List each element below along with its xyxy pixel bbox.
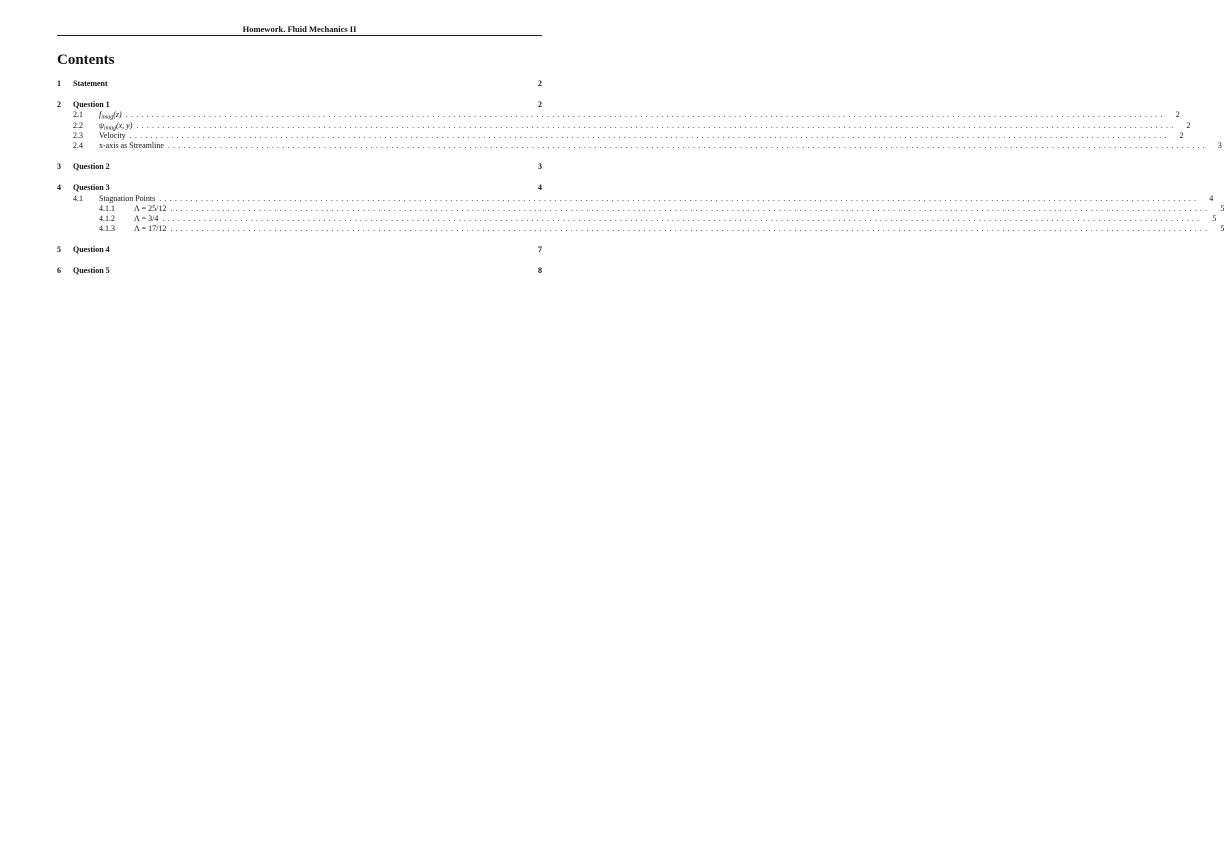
toc-subsection-f-imag[interactable] xyxy=(57,110,1180,121)
toc-number: 6 xyxy=(57,266,61,276)
toc-page-number: 7 xyxy=(538,245,542,255)
toc-dot-leader: ........................................................................................................................................................................................................ xyxy=(170,203,1211,213)
toc-title: Question 4 xyxy=(73,245,110,255)
toc-page-number: 4 xyxy=(538,183,542,193)
toc-dot-leader: ........................................................................................................................................................................................................ xyxy=(159,193,1200,203)
toc-section-question-4[interactable] xyxy=(57,245,542,255)
math-symbol: f xyxy=(99,110,102,120)
toc-dot-leader: ........................................................................................................................................................................................................ xyxy=(167,140,1208,150)
toc-page-number: 3 xyxy=(1217,140,1222,150)
toc-page-number: 2 xyxy=(1179,130,1184,140)
toc-subsubsection-lambda-3-4[interactable] xyxy=(57,213,1217,224)
toc-title: Question 1 xyxy=(73,100,110,110)
toc-dot-leader: ........................................................................................................................................................................................................ xyxy=(129,130,1170,140)
toc-number: 2.1 xyxy=(73,110,83,120)
table-of-contents xyxy=(57,79,1224,277)
toc-page-number: 3 xyxy=(538,162,542,172)
toc-title: Velocity xyxy=(99,130,126,140)
toc-subsection-stagnation-points[interactable] xyxy=(57,193,1214,204)
toc-page-number: 5 xyxy=(1220,224,1224,234)
toc-subsection-x-axis-streamline[interactable] xyxy=(57,140,1222,151)
toc-section-question-2[interactable] xyxy=(57,162,542,172)
toc-page-number: 2 xyxy=(538,100,542,110)
toc-number: 5 xyxy=(57,245,61,255)
toc-subsection-psi-imag[interactable] xyxy=(57,120,1191,132)
toc-title: Λ = 3/4 xyxy=(134,213,159,223)
toc-title: Statement xyxy=(73,79,108,88)
header-rule xyxy=(57,35,542,36)
toc-page-number: 2 xyxy=(538,79,542,88)
toc-subsubsection-lambda-25-12[interactable] xyxy=(57,203,1224,214)
toc-page-number: 5 xyxy=(1212,213,1217,223)
contents-heading: Contents xyxy=(57,52,115,68)
toc-dot-leader: ........................................................................................................................................................................................................ xyxy=(170,224,1211,234)
toc-section-question-3[interactable] xyxy=(57,183,542,193)
toc-subsection-velocity[interactable] xyxy=(57,130,1184,141)
toc-page-number: 5 xyxy=(1220,203,1224,213)
toc-number: 2.2 xyxy=(73,120,83,130)
toc-page-number: 2 xyxy=(1186,120,1191,130)
toc-number: 3 xyxy=(57,162,61,172)
toc-number: 4.1.1 xyxy=(99,203,115,213)
math-argument: (x, y) xyxy=(115,120,133,130)
toc-subsubsection-lambda-17-12[interactable] xyxy=(57,224,1224,234)
toc-number: 4.1.3 xyxy=(99,224,115,234)
toc-dot-leader: ........................................................................................................................................................................................................ xyxy=(162,213,1203,223)
toc-number: 4.1 xyxy=(73,193,83,203)
toc-dot-leader: ........................................................................................................................................................................................................ xyxy=(136,120,1177,130)
toc-number: 2 xyxy=(57,100,61,110)
running-header: Homework. Fluid Mechanics II xyxy=(242,24,357,34)
toc-page-number: 2 xyxy=(1175,110,1180,120)
toc-title: Stagnation Points xyxy=(99,193,156,203)
math-argument: (z) xyxy=(113,110,122,120)
toc-title: Question 5 xyxy=(73,266,110,276)
toc-number: 2.4 xyxy=(73,140,83,150)
toc-title: x-axis as Streamline xyxy=(99,140,164,150)
math-symbol: ψ xyxy=(99,120,104,130)
toc-number: 1 xyxy=(57,79,61,88)
math-subscript: imag xyxy=(103,125,116,132)
toc-title: Λ = 17/12 xyxy=(134,224,167,234)
toc-section-question-5[interactable] xyxy=(57,266,542,276)
toc-title: Λ = 25/12 xyxy=(134,203,167,213)
toc-section-question-1[interactable] xyxy=(57,100,542,110)
toc-title: Question 3 xyxy=(73,183,110,193)
toc-title: Question 2 xyxy=(73,162,110,172)
toc-page-number: 4 xyxy=(1209,193,1214,203)
toc-number: 4.1.2 xyxy=(99,213,115,223)
toc-dot-leader: ........................................................................................................................................................................................................ xyxy=(125,110,1166,120)
math-subscript: imag xyxy=(101,114,114,121)
toc-page-number: 8 xyxy=(538,266,542,276)
toc-number: 2.3 xyxy=(73,130,83,140)
toc-section-statement[interactable] xyxy=(57,79,542,89)
toc-number: 4 xyxy=(57,183,61,193)
